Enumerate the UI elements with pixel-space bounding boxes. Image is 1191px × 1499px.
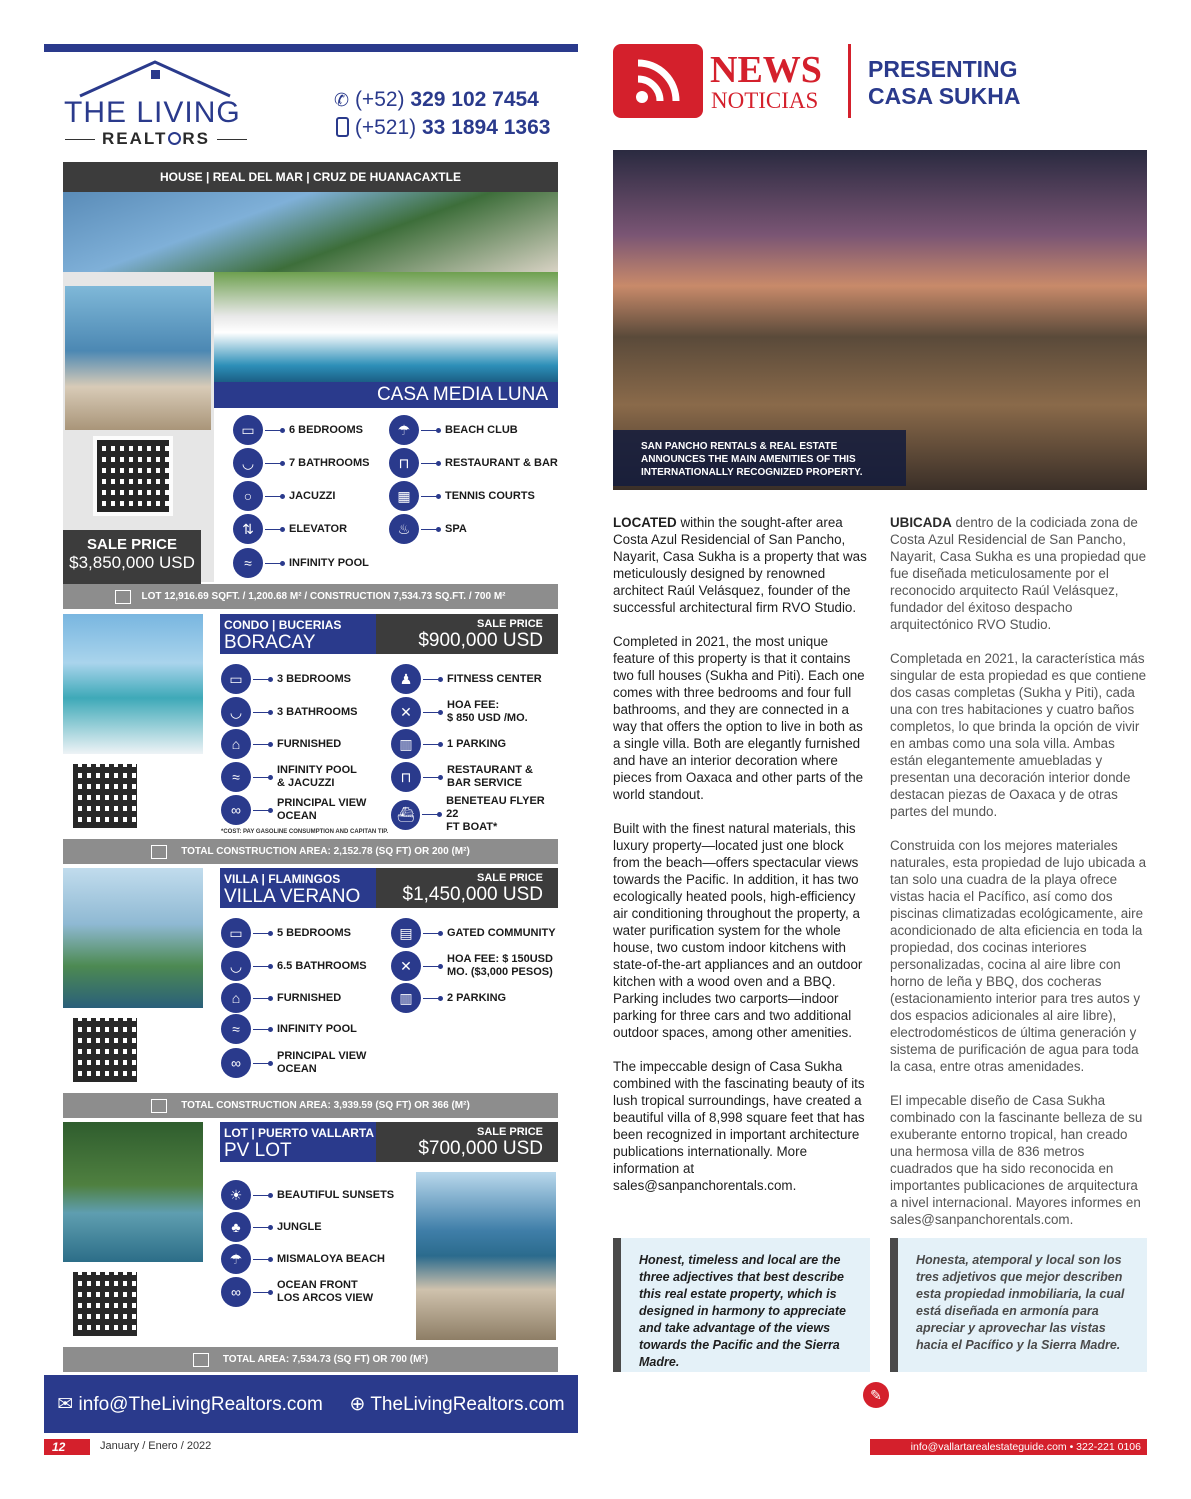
logo-line-2b: RS: [182, 129, 211, 148]
pull-quote-en: Honest, timeless and local are the three adjectives that best describe this real estate property, which is designed in harmony to appreciate and take advantage of the views towards the Pacific and the Sierra Madre.: [613, 1238, 870, 1372]
mobile-icon: [336, 117, 349, 137]
amenity-bathrooms: ◡ 7 BATHROOMS: [233, 448, 369, 478]
binoculars-icon: ∞: [221, 1277, 251, 1307]
listing1-qr-code[interactable]: [93, 436, 173, 516]
listing2-name-bar: [220, 614, 376, 654]
listing-pv-lot: [63, 1122, 558, 1372]
logo-line-1: THE LIVING: [64, 96, 241, 129]
amenity-jacuzzi: ○ JACUZZI: [233, 481, 335, 511]
amenity-bedrooms: ▭ 5 BEDROOMS: [221, 918, 351, 948]
listing4-footer: TOTAL AREA: 7,534.73 (SQ FT) OR 700 (M²): [222, 1354, 429, 1365]
listing4-sale-label: SALE PRICE: [476, 1126, 543, 1138]
garage-icon: ▥: [391, 983, 421, 1013]
listing2-sale-label: SALE PRICE: [476, 618, 543, 630]
mobile-line[interactable]: [336, 116, 550, 140]
phone-prefix: (+52): [354, 88, 405, 111]
listing2-photo: [63, 614, 203, 754]
globe-icon: ⊕: [349, 1393, 366, 1415]
listing3-name-bar: [220, 868, 376, 908]
plan-icon: [151, 845, 167, 859]
amenity-infinity-pool: ≈ INFINITY POOL & JACUZZI: [221, 762, 357, 792]
listing4-photo-shore: [416, 1172, 556, 1340]
amenity-bedrooms: ▭ 6 BEDROOMS: [233, 415, 363, 445]
news-label: NEWS: [710, 49, 822, 91]
amenity-furnished: ⌂ FURNISHED: [221, 729, 341, 759]
headline-line-1: PRESENTING: [868, 56, 1018, 82]
garage-icon: ▥: [391, 729, 421, 759]
listing3-price-bar: [376, 868, 558, 908]
listing3-price: $1,450,000 USD: [402, 884, 543, 905]
tools-icon: ✕: [391, 697, 421, 727]
plan-icon: [151, 1099, 167, 1113]
amenity-ocean-front: ∞ OCEAN FRONT LOS ARCOS VIEW: [221, 1277, 373, 1307]
bed-icon: ▭: [233, 415, 263, 445]
listing1-name-bar: [214, 382, 558, 408]
listing1-photo-main: [63, 192, 558, 272]
amenity-bedrooms: ▭ 3 BEDROOMS: [221, 664, 351, 694]
article-column-es: [890, 514, 1148, 1245]
listing4-category: LOT | PUERTO VALLARTA: [224, 1126, 375, 1140]
boat-icon: ⛴: [391, 800, 420, 830]
amenity-bathrooms: ◡ 6.5 BATHROOMS: [221, 951, 367, 981]
house-roof-icon: [60, 58, 260, 98]
pen-icon: ✎: [863, 1382, 889, 1408]
listing1-name: CASA MEDIA LUNA: [376, 384, 548, 405]
amenity-hoa: ✕ HOA FEE: $ 850 USD /MO.: [391, 697, 528, 727]
palm-tree-icon: ♣: [221, 1212, 251, 1242]
listing4-qr-code[interactable]: [69, 1268, 141, 1340]
listing4-footer-bar: [63, 1347, 558, 1372]
amenity-jungle: ♣ JUNGLE: [221, 1212, 322, 1242]
binoculars-icon: ∞: [221, 795, 251, 825]
headline-line-2: CASA SUKHA: [868, 83, 1021, 109]
bathtub-icon: ◡: [221, 951, 251, 981]
furniture-icon: ⌂: [221, 729, 251, 759]
rss-icon: [632, 55, 684, 107]
amenity-tennis: ▦ TENNIS COURTS: [389, 481, 535, 511]
umbrella-icon: ☂: [389, 415, 419, 445]
listing1-category-bar: [63, 162, 558, 192]
pool-icon: ≈: [233, 548, 263, 578]
plan-icon: [193, 1353, 209, 1367]
amenity-parking: ▥ 1 PARKING: [391, 729, 506, 759]
amenity-spa: ♨ SPA: [389, 514, 467, 544]
photo-caption: SAN PANCHO RENTALS & REAL ESTATE ANNOUNCES THE MAIN AMENITIES OF THIS INTERNATIONALLY RECOGNIZED PROPERTY.: [613, 430, 906, 486]
listing1-photo-house: [214, 272, 558, 382]
listing3-qr-code[interactable]: [69, 1014, 141, 1086]
listing1-footer-bar: [63, 584, 558, 609]
amenity-sunsets: ☀ BEAUTIFUL SUNSETS: [221, 1180, 394, 1210]
amenity-furnished: ⌂ FURNISHED: [221, 983, 341, 1013]
spa-icon: ♨: [389, 514, 419, 544]
listing4-name: PV LOT: [224, 1140, 292, 1161]
amenity-beach-club: ☂ BEACH CLUB: [389, 415, 518, 445]
phone-line[interactable]: [334, 88, 539, 112]
en-paragraph-3: Built with the finest natural materials, this luxury property—located just one block from the beach—offers spectacular views towards the Pacific. In addition, it has two ecologically heated pools, high-efficiency air conditioning throughout the property, a water purification system for the whole house, two custom indoor kitchens with state-of-the-art appliances and an outdoor kitchen with a wood oven and a BBQ. Parking includes two carports—indoor parking for three cars and two additional outdoor spaces, among other amenities.: [613, 821, 863, 1040]
es-paragraph-2: Completada en 2021, la característica más singular de esta propiedad es que contiene dos casas completas (Sukha y Piti), cada una con tres habitaciones y cuatro baños completos, lo que brinda la opción de vivir en ambas como una sola villa. Ambas están elegantemente amuebladas y presentan una decoración interior donde destacan piezas de Oaxaca y de otras partes del mundo.: [890, 651, 1147, 819]
amenity-beach: ☂ MISMALOYA BEACH: [221, 1244, 385, 1274]
listing1-price: $3,850,000 USD: [69, 553, 195, 572]
en-lead: LOCATED: [613, 515, 677, 530]
sun-icon: ☀: [221, 1180, 251, 1210]
amenity-gated: ▤ GATED COMMUNITY: [391, 918, 556, 948]
gate-icon: ▤: [391, 918, 421, 948]
listing2-category: CONDO | BUCERIAS: [224, 618, 342, 632]
tennis-court-icon: ▦: [389, 481, 419, 511]
listing3-footer: TOTAL CONSTRUCTION AREA: 3,939.59 (SQ FT) OR 366 (M²): [181, 1100, 470, 1111]
article-column-en: [613, 514, 871, 1211]
en-paragraph-2: Completed in 2021, the most unique feature of this property is that it contains two full houses (Sukha and Piti). Each one comes with three bedrooms and four full bathrooms, and they are connected in a way that offers the option to live in both as a single villa. Both are elegantly furnished and have an interior decoration where pieces from Oaxaca and other parts of the world standout.: [613, 634, 865, 802]
top-rule: [44, 44, 578, 52]
listing2-footer: TOTAL CONSTRUCTION AREA: 2,152.78 (SQ FT) OR 200 (M²): [181, 846, 470, 857]
amenity-infinity-pool: ≈ INFINITY POOL: [221, 1014, 357, 1044]
listing4-price: $700,000 USD: [418, 1138, 543, 1159]
page-number: 12: [44, 1439, 90, 1455]
amenity-view: ∞ PRINCIPAL VIEW OCEAN: [221, 795, 366, 825]
article-headline: [868, 56, 1021, 110]
tools-icon: ✕: [391, 951, 421, 981]
plan-icon: [115, 590, 131, 604]
elevator-icon: ⇅: [233, 514, 263, 544]
listing1-footer: LOT 12,916.69 SQFT. / 1,200.68 M² / CONSTRUCTION 7,534.73 SQ.FT. / 700 M²: [141, 591, 506, 602]
jacuzzi-icon: ○: [233, 481, 263, 511]
bed-icon: ▭: [221, 664, 251, 694]
logo-o-icon: [168, 132, 181, 145]
bed-icon: ▭: [221, 918, 251, 948]
email-link[interactable]: ✉ info@TheLivingRealtors.com: [57, 1393, 323, 1415]
pool-icon: ≈: [221, 762, 251, 792]
envelope-icon: ✉: [57, 1393, 74, 1415]
phone-number: 329 102 7454: [410, 88, 539, 111]
listing1-price-box: [63, 530, 201, 584]
pool-icon: ≈: [221, 1014, 251, 1044]
es-paragraph-3: Construida con los mejores materiales naturales, esta propiedad de lujo ubicada a tan solo una cuadra de la playa ofrece vistas hacia el Pacífico, así como dos piscinas climatizadas ecológicamente, aire acondicionado de alta eficiencia en toda la propiedad, dos cocinas interiores personalizadas, cocina al aire libre con horno de leña y BBQ, dos cocheras (estacionamiento interior para tres autos y dos espacios adicionales al aire libre), electrodomésticos de última generación y sistema de purificación de agua para toda la casa, entre otras amenidades.: [890, 838, 1147, 1074]
listing2-name: BORACAY: [224, 632, 316, 653]
listing4-photo: [63, 1122, 203, 1262]
mobile-prefix: (+521): [354, 116, 417, 139]
logo-line-2: REALT: [101, 129, 168, 148]
listing3-photo: [63, 868, 203, 1008]
amenity-restaurant: ⊓ RESTAURANT & BAR: [389, 448, 558, 478]
listing-casa-media-luna: [63, 162, 558, 609]
header-divider: [848, 44, 851, 118]
listing1-category: HOUSE | REAL DEL MAR | CRUZ DE HUANACAXTLE: [160, 170, 461, 184]
pull-quote-es: Honesta, atemporal y local son los tres adjetivos que mejor describen esta propiedad inmobiliaria, la cual está diseñada en armonía para apreciar y aprovechar las vistas hacia el Pacífico y la Sierra Madre.: [890, 1238, 1147, 1372]
listing3-category: VILLA | FLAMINGOS: [224, 872, 341, 886]
contact-ribbon[interactable]: info@vallartarealestateguide.com • 322-221 0106: [870, 1439, 1147, 1455]
es-paragraph-4: El impecable diseño de Casa Sukha combinado con la fascinante belleza de su exuberante entorno tropical, han creado una hermosa villa de 836 metros cuadrados que ha sido reconocida en importantes publicaciones de arquitectura a nivel internacional. Mayores informes en sales@sanpanchorentals.com.: [890, 1093, 1143, 1227]
listing2-price: $900,000 USD: [418, 630, 543, 651]
amenity-hoa: ✕ HOA FEE: $ 150USD MO. ($3,000 PESOS): [391, 951, 553, 981]
website-link[interactable]: ⊕ TheLivingRealtors.com: [349, 1393, 565, 1415]
amenity-restaurant: ⊓ RESTAURANT & BAR SERVICE: [391, 762, 533, 792]
en-paragraph-4: The impeccable design of Casa Sukha combined with the fascinating beauty of its lush tropical surroundings, have created a beautiful villa of 8,998 square feet that has been recognized in important architecture publications internationally. More information at sales@sanpanchorentals.com.: [613, 1059, 865, 1193]
amenity-view: ∞ PRINCIPAL VIEW OCEAN: [221, 1048, 366, 1078]
amenity-infinity-pool: ≈ INFINITY POOL: [233, 548, 369, 578]
issue-date: January / Enero / 2022: [100, 1440, 212, 1452]
agency-logo: [60, 58, 260, 150]
listing3-footer-bar: [63, 1093, 558, 1118]
fitness-icon: ♟: [391, 664, 421, 694]
listing2-footer-bar: [63, 839, 558, 864]
listing2-qr-code[interactable]: [69, 760, 141, 832]
amenity-bathrooms: ◡ 3 BATHROOMS: [221, 697, 357, 727]
listing-villa-verano: [63, 868, 558, 1118]
listing3-name: VILLA VERANO: [224, 886, 361, 907]
umbrella-icon: ☂: [221, 1244, 251, 1274]
listing-boracay: [63, 614, 558, 864]
es-paragraph-1: dentro de la codiciada zona de Costa Azul Residencial de San Pancho, Nayarit, Casa Sukha es una propiedad que fue diseñada meticulosamente por el reconocido arquitecto Raúl Velásquez, fundador del éxitoso despacho arquitectónico RVO Studio.: [890, 515, 1147, 632]
en-paragraph-1: within the sought-after area Costa Azul Residencial of San Pancho, Nayarit, Casa Sukha is a property that was meticulously designed by renowned architect Raúl Velásquez, founder of the successful architectural firm RVO Studio.: [613, 515, 867, 615]
noticias-label: NOTICIAS: [711, 88, 819, 113]
es-lead: UBICADA: [890, 515, 952, 530]
news-badge: [613, 44, 703, 118]
listing4-price-bar: [376, 1122, 558, 1162]
listing4-name-bar: [220, 1122, 376, 1162]
bathtub-icon: ◡: [233, 448, 263, 478]
amenity-elevator: ⇅ ELEVATOR: [233, 514, 347, 544]
amenity-boat: ⛴ BENETEAU FLYER 22 FT BOAT*: [391, 795, 558, 834]
listing3-sale-label: SALE PRICE: [476, 872, 543, 884]
listing2-price-bar: [376, 614, 558, 654]
listing1-photo-terrace: [65, 286, 211, 430]
listing1-sale-label: SALE PRICE: [86, 536, 177, 553]
contact-footer: [44, 1375, 578, 1433]
binoculars-icon: ∞: [221, 1048, 251, 1078]
mobile-number: 33 1894 1363: [421, 116, 551, 139]
dining-icon: ⊓: [389, 448, 419, 478]
amenity-parking: ▥ 2 PARKING: [391, 983, 506, 1013]
listing2-note: *COST: PAY GASOLINE CONSUMPTION AND CAPITAN TIP.: [221, 829, 389, 835]
furniture-icon: ⌂: [221, 983, 251, 1013]
phone-icon: ✆: [334, 90, 350, 110]
dining-icon: ⊓: [391, 762, 421, 792]
bathtub-icon: ◡: [221, 697, 251, 727]
amenity-fitness: ♟ FITNESS CENTER: [391, 664, 542, 694]
